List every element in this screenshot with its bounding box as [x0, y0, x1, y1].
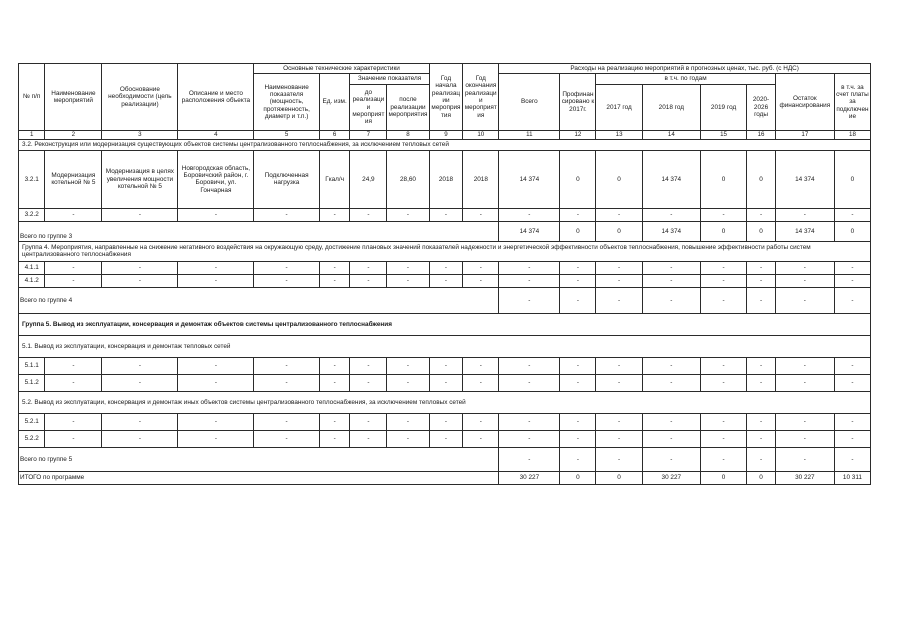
empty-value: -: [596, 430, 642, 447]
header-col-expenses: Расходы на реализацию мероприятий в прогнозных ценах, тыс. руб. (с НДС): [499, 64, 871, 74]
empty-value: -: [254, 274, 319, 287]
empty-value: -: [596, 274, 642, 287]
empty-value: -: [747, 357, 776, 374]
empty-value: -: [350, 413, 387, 430]
header-col-indicator-name: Наименование показателя (мощность, протяженность, диаметр и т.п.): [254, 74, 319, 130]
col-number: 18: [834, 130, 870, 139]
start-year: 2018: [429, 150, 463, 208]
col-number: 10: [463, 130, 499, 139]
empty-value: -: [178, 374, 254, 391]
empty-value: -: [102, 374, 178, 391]
empty-value: -: [178, 430, 254, 447]
empty-value: -: [387, 208, 429, 221]
section-5-2-heading: 5.2. Вывод из эксплуатации, консервация и демонтаж иных объектов системы централизованного теплоснабжения, за исключением тепловых сетей: [19, 391, 871, 413]
empty-value: -: [834, 208, 870, 221]
header-col-unit: Ед. изм.: [319, 74, 350, 130]
col-number: 15: [700, 130, 746, 139]
value-before: 24,9: [350, 150, 387, 208]
empty-value: -: [642, 430, 700, 447]
empty-value: -: [834, 274, 870, 287]
empty-value: -: [499, 208, 560, 221]
empty-value: -: [596, 357, 642, 374]
empty-value: -: [254, 357, 319, 374]
empty-value: -: [560, 374, 596, 391]
empty-value: -: [700, 357, 746, 374]
col-number: 5: [254, 130, 319, 139]
total-value: 30 227: [642, 471, 700, 484]
empty-value: -: [747, 261, 776, 274]
empty-value: -: [775, 430, 834, 447]
measure-justification: Модернизация в целях увеличения мощности котельной № 5: [102, 150, 178, 208]
row-number: 5.1.1: [19, 357, 45, 374]
empty-value: -: [775, 374, 834, 391]
col-number: 17: [775, 130, 834, 139]
empty-value: -: [463, 413, 499, 430]
empty-value: -: [319, 274, 350, 287]
empty-value: -: [387, 430, 429, 447]
group-5-heading: Группа 5. Вывод из эксплуатации, консервация и демонтаж объектов системы централизованного теплоснабжения: [19, 313, 871, 335]
empty-value: -: [775, 287, 834, 313]
empty-value: -: [45, 274, 102, 287]
empty-value: -: [45, 208, 102, 221]
empty-value: -: [700, 261, 746, 274]
header-col-description: Описание и место расположения объекта: [178, 64, 254, 131]
column-numbers-row: [19, 130, 871, 139]
header-col-start-year: Год начала реализации мероприятия: [429, 64, 463, 131]
col-number: 8: [387, 130, 429, 139]
col-number: 12: [560, 130, 596, 139]
row-number: 4.1.2: [19, 274, 45, 287]
empty-value: -: [834, 430, 870, 447]
table-row: [19, 357, 871, 374]
header-col-name: Наименование мероприятий: [45, 64, 102, 131]
empty-value: -: [499, 374, 560, 391]
total-value: 0: [596, 221, 642, 241]
empty-value: -: [463, 274, 499, 287]
empty-value: -: [178, 357, 254, 374]
empty-value: -: [596, 413, 642, 430]
total-value: 10 311: [834, 471, 870, 484]
header-col-tech: Основные технические характеристики: [254, 64, 429, 74]
col-number: 9: [429, 130, 463, 139]
end-year: 2018: [463, 150, 499, 208]
empty-value: -: [499, 287, 560, 313]
empty-value: -: [747, 447, 776, 471]
empty-value: -: [747, 208, 776, 221]
investment-program-table: [18, 63, 871, 485]
empty-value: -: [560, 274, 596, 287]
empty-value: -: [387, 413, 429, 430]
empty-value: -: [560, 447, 596, 471]
empty-value: -: [350, 357, 387, 374]
table-row: [19, 261, 871, 274]
col-number: 1: [19, 130, 45, 139]
group-5-total-row: [19, 447, 871, 471]
empty-value: -: [596, 208, 642, 221]
empty-value: -: [319, 430, 350, 447]
empty-value: -: [102, 261, 178, 274]
total-value: 0: [834, 221, 870, 241]
empty-value: -: [596, 447, 642, 471]
empty-value: -: [775, 208, 834, 221]
empty-value: -: [642, 374, 700, 391]
empty-value: -: [254, 430, 319, 447]
empty-value: -: [387, 261, 429, 274]
expense-remaining: 14 374: [775, 150, 834, 208]
empty-value: -: [429, 261, 463, 274]
table-row: [19, 413, 871, 430]
header-col-no: № п/п: [19, 64, 45, 131]
empty-value: -: [463, 374, 499, 391]
empty-value: -: [560, 413, 596, 430]
empty-value: -: [499, 413, 560, 430]
row-number: 3.2.2: [19, 208, 45, 221]
empty-value: -: [387, 357, 429, 374]
empty-value: -: [700, 430, 746, 447]
total-value: 0: [700, 471, 746, 484]
empty-value: -: [499, 274, 560, 287]
table-row: [19, 274, 871, 287]
empty-value: -: [463, 208, 499, 221]
empty-value: -: [700, 374, 746, 391]
header-col-2019: 2019 год: [700, 84, 746, 130]
col-number: 2: [45, 130, 102, 139]
empty-value: -: [387, 374, 429, 391]
empty-value: -: [747, 274, 776, 287]
empty-value: -: [178, 208, 254, 221]
col-number: 7: [350, 130, 387, 139]
total-value: 14 374: [642, 221, 700, 241]
empty-value: -: [834, 413, 870, 430]
empty-value: -: [387, 274, 429, 287]
empty-value: -: [319, 413, 350, 430]
empty-value: -: [102, 274, 178, 287]
total-value: 30 227: [775, 471, 834, 484]
empty-value: -: [319, 374, 350, 391]
total-value: 0: [560, 471, 596, 484]
empty-value: -: [747, 430, 776, 447]
empty-value: -: [700, 208, 746, 221]
object-description: Новгородская область, Боровичский район, г. Боровичи, ул. Гончарная: [178, 150, 254, 208]
empty-value: -: [700, 413, 746, 430]
table-row: [19, 430, 871, 447]
empty-value: -: [102, 357, 178, 374]
empty-value: -: [775, 261, 834, 274]
col-number: 4: [178, 130, 254, 139]
header-col-total: Всего: [499, 74, 560, 130]
expense-connection: 0: [834, 150, 870, 208]
empty-value: -: [747, 413, 776, 430]
empty-value: -: [642, 413, 700, 430]
empty-value: -: [45, 261, 102, 274]
row-number: 5.1.2: [19, 374, 45, 391]
empty-value: -: [834, 447, 870, 471]
group-3-total-row: [19, 221, 871, 241]
empty-value: -: [429, 274, 463, 287]
empty-value: -: [560, 287, 596, 313]
section-3-2-heading: 3.2. Реконструкция или модернизация существующих объектов системы централизованного теплоснабжения, за исключением тепловых сетей: [19, 139, 871, 150]
header-col-after: после реализации мероприятия: [387, 84, 429, 130]
empty-value: -: [254, 374, 319, 391]
empty-value: -: [429, 357, 463, 374]
expense-2019: 0: [700, 150, 746, 208]
empty-value: -: [834, 261, 870, 274]
col-number: 16: [747, 130, 776, 139]
empty-value: -: [254, 413, 319, 430]
empty-value: -: [102, 208, 178, 221]
header-col-financed: Профинансировано к 2017г.: [560, 74, 596, 130]
section-5-1-heading: 5.1. Вывод из эксплуатации, консервация и демонтаж тепловых сетей: [19, 335, 871, 357]
empty-value: -: [560, 430, 596, 447]
indicator-name: Подключенная нагрузка: [254, 150, 319, 208]
total-value: 0: [596, 471, 642, 484]
empty-value: -: [775, 357, 834, 374]
empty-value: -: [319, 208, 350, 221]
empty-value: -: [596, 374, 642, 391]
row-number: 4.1.1: [19, 261, 45, 274]
indicator-unit: Гкал/ч: [319, 150, 350, 208]
group-4-total-row: [19, 287, 871, 313]
empty-value: -: [834, 374, 870, 391]
empty-value: -: [463, 430, 499, 447]
empty-value: -: [499, 357, 560, 374]
empty-value: -: [429, 430, 463, 447]
empty-value: -: [834, 287, 870, 313]
empty-value: -: [350, 274, 387, 287]
empty-value: -: [700, 447, 746, 471]
col-number: 14: [642, 130, 700, 139]
empty-value: -: [499, 430, 560, 447]
col-number: 11: [499, 130, 560, 139]
empty-value: -: [178, 261, 254, 274]
empty-value: -: [178, 413, 254, 430]
empty-value: -: [45, 374, 102, 391]
total-value: 0: [747, 471, 776, 484]
empty-value: -: [642, 357, 700, 374]
empty-value: -: [319, 357, 350, 374]
header-col-end-year: Год окончания реализации мероприятия: [463, 64, 499, 131]
header-col-remaining: Остаток финансирования: [775, 74, 834, 130]
empty-value: -: [463, 357, 499, 374]
table-row: [19, 374, 871, 391]
group-4-heading: Группа 4. Мероприятия, направленные на снижение негативного воздействия на окружающую среду, достижение плановых значений показателей надежности и энергетической эффективности объектов теплоснабжения, повышение эффективности работы систем централизованного теплоснабжения: [19, 241, 871, 261]
empty-value: -: [700, 287, 746, 313]
total-value: 0: [700, 221, 746, 241]
empty-value: -: [560, 261, 596, 274]
header-col-before: до реализации мероприятия: [350, 84, 387, 130]
table-row: [19, 208, 871, 221]
empty-value: -: [45, 357, 102, 374]
program-total-row: [19, 471, 871, 484]
empty-value: -: [102, 413, 178, 430]
empty-value: -: [834, 357, 870, 374]
header-col-by-years: в т.ч. по годам: [596, 74, 775, 84]
empty-value: -: [596, 261, 642, 274]
row-number: 3.2.1: [19, 150, 45, 208]
measure-name: Модернизация котельной № 5: [45, 150, 102, 208]
header-col-value: Значение показателя: [350, 74, 429, 84]
empty-value: -: [254, 208, 319, 221]
value-after: 28,60: [387, 150, 429, 208]
empty-value: -: [642, 274, 700, 287]
empty-value: -: [429, 374, 463, 391]
empty-value: -: [560, 208, 596, 221]
empty-value: -: [642, 447, 700, 471]
empty-value: -: [499, 261, 560, 274]
empty-value: -: [429, 413, 463, 430]
total-value: 14 374: [499, 221, 560, 241]
investment-program-table-sheet: [18, 63, 871, 485]
empty-value: -: [429, 208, 463, 221]
header-col-2018: 2018 год: [642, 84, 700, 130]
program-total-label: ИТОГО по программе: [19, 471, 499, 484]
empty-value: -: [319, 261, 350, 274]
empty-value: -: [775, 413, 834, 430]
col-number: 6: [319, 130, 350, 139]
empty-value: -: [560, 357, 596, 374]
empty-value: -: [463, 261, 499, 274]
expense-2020: 0: [747, 150, 776, 208]
group-5-total-label: Всего по группе 5: [19, 447, 499, 471]
empty-value: -: [775, 447, 834, 471]
col-number: 3: [102, 130, 178, 139]
header-col-2017: 2017 год: [596, 84, 642, 130]
total-value: 0: [747, 221, 776, 241]
expense-total: 14 374: [499, 150, 560, 208]
empty-value: -: [775, 274, 834, 287]
empty-value: -: [350, 374, 387, 391]
total-value: 30 227: [499, 471, 560, 484]
group-3-total-label: Всего по группе 3: [19, 221, 499, 241]
empty-value: -: [254, 261, 319, 274]
header-col-justification: Обоснование необходимости (цель реализации): [102, 64, 178, 131]
empty-value: -: [45, 430, 102, 447]
empty-value: -: [350, 430, 387, 447]
empty-value: -: [642, 287, 700, 313]
header-col-connection: в т.ч. за счет платы за подключение: [834, 74, 870, 130]
empty-value: -: [700, 274, 746, 287]
expense-2017: 0: [596, 150, 642, 208]
total-value: 0: [560, 221, 596, 241]
empty-value: -: [45, 413, 102, 430]
empty-value: -: [350, 261, 387, 274]
expense-financed: 0: [560, 150, 596, 208]
row-number: 5.2.1: [19, 413, 45, 430]
header-col-2020: 2020-2026 годы: [747, 84, 776, 130]
total-value: 14 374: [775, 221, 834, 241]
empty-value: -: [642, 208, 700, 221]
empty-value: -: [642, 261, 700, 274]
row-number: 5.2.2: [19, 430, 45, 447]
empty-value: -: [747, 287, 776, 313]
empty-value: -: [102, 430, 178, 447]
empty-value: -: [596, 287, 642, 313]
group-4-total-label: Всего по группе 4: [19, 287, 499, 313]
empty-value: -: [178, 274, 254, 287]
empty-value: -: [747, 374, 776, 391]
col-number: 13: [596, 130, 642, 139]
empty-value: -: [499, 447, 560, 471]
expense-2018: 14 374: [642, 150, 700, 208]
empty-value: -: [350, 208, 387, 221]
table-row: [19, 150, 871, 208]
